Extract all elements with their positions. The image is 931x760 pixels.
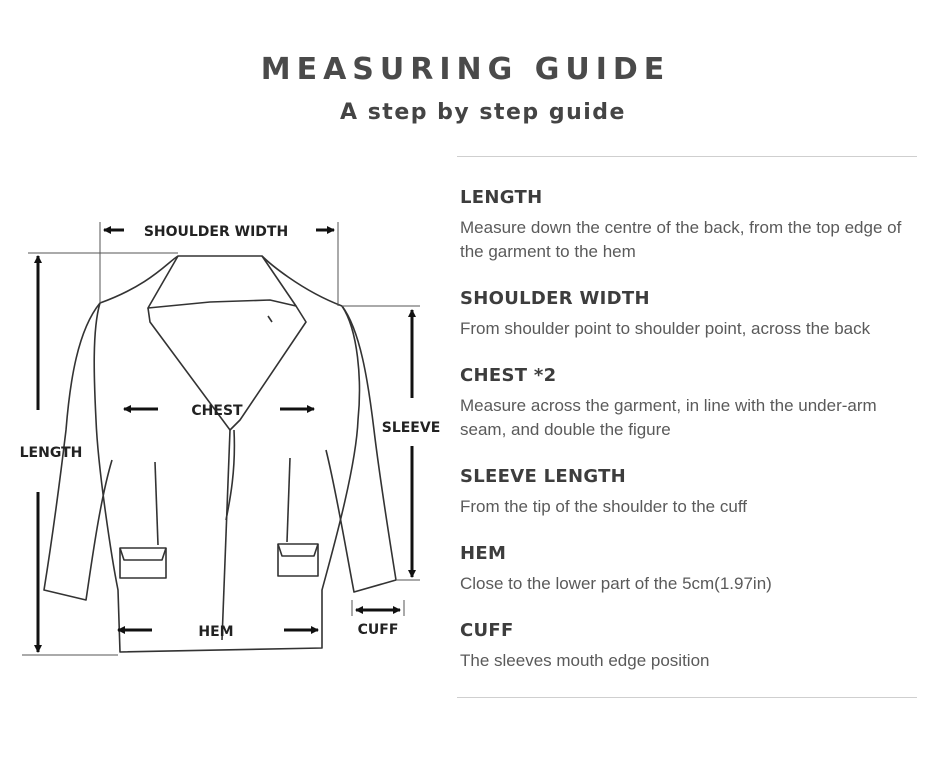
section-description: From shoulder point to shoulder point, across the back <box>460 319 871 338</box>
section-length <box>460 187 920 264</box>
jacket-diagram <box>0 150 450 670</box>
section-description: The sleeves mouth edge position <box>460 651 710 670</box>
section-title: HEM <box>460 543 507 564</box>
top-divider <box>457 156 917 157</box>
sleeve-label: SLEEVE <box>381 420 441 436</box>
section-title: SHOULDER WIDTH <box>460 288 650 309</box>
page-title: MEASURING GUIDE <box>260 52 671 87</box>
section-description: Measure across the garment, in line with the under-arm seam, and double the figure <box>460 396 877 439</box>
length-label: LENGTH <box>19 445 83 461</box>
cuff-label: CUFF <box>357 622 399 638</box>
hem-label: HEM <box>198 624 234 640</box>
section-description: From the tip of the shoulder to the cuff <box>460 497 747 516</box>
section-description: Measure down the centre of the back, from the top edge of the garment to the hem <box>460 218 902 261</box>
shoulder-width-label: SHOULDER WIDTH <box>143 224 289 240</box>
chest-label: CHEST <box>191 403 243 419</box>
section-title: CUFF <box>460 620 514 641</box>
section-title: CHEST *2 <box>460 365 557 386</box>
page-subtitle: A step by step guide <box>340 100 626 125</box>
section-description: Close to the lower part of the 5cm(1.97in) <box>460 574 772 593</box>
section-chest <box>460 365 920 442</box>
section-cuff <box>460 620 920 673</box>
section-shoulder-width <box>460 288 920 341</box>
jacket-outline <box>44 256 396 652</box>
section-hem <box>460 543 920 596</box>
section-sleeve-length <box>460 466 920 519</box>
section-title: SLEEVE LENGTH <box>460 466 627 487</box>
bottom-divider <box>457 697 917 698</box>
section-title: LENGTH <box>460 187 543 208</box>
